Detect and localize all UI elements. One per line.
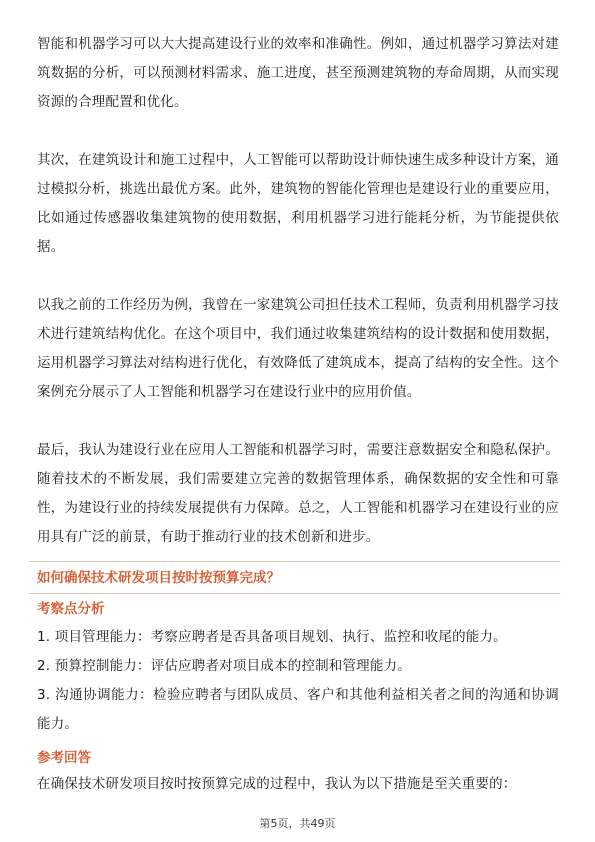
answer-heading: 参考回答 bbox=[37, 750, 91, 766]
answer-text: 在确保技术研发项目按时按预算完成的过程中，我认为以下措施是至关重要的： bbox=[37, 776, 517, 792]
analysis-item-3: 3. 沟通协调能力：检验应聘者与团队成员、客户和其他利益相关者之间的沟通和协调能力。 bbox=[37, 687, 559, 732]
analysis-heading: 考察点分析 bbox=[37, 601, 105, 617]
body-paragraph-2: 其次，在建筑设计和施工过程中，人工智能可以帮助设计师快速生成多种设计方案，通过模拟分析，挑选出最优方案。此外，建筑物的智能化管理也是建设行业的重要应用，比如通过传感器收集建筑物的使用数据，利用机器学习进行能耗分析，为节能提供依据。 bbox=[37, 152, 559, 255]
analysis-list bbox=[37, 623, 559, 739]
analysis-item-2: 2. 预算控制能力：评估应聘者对项目成本的控制和管理能力。 bbox=[37, 658, 411, 674]
analysis-item-1: 1. 项目管理能力：考察应聘者是否具备项目规划、执行、监控和收尾的能力。 bbox=[37, 629, 507, 645]
question-divider-top bbox=[29, 561, 560, 562]
body-paragraph-4: 最后，我认为建设行业在应用人工智能和机器学习时，需要注意数据安全和隐私保护。随着技术的不断发展，我们需要建立完善的数据管理体系，确保数据的安全性和可靠性，为建设行业的持续发展提供有力保障。总之，人工智能和机器学习在建设行业的应用具有广泛的前景，有助于推动行业的技术创新和进步。 bbox=[37, 442, 559, 545]
question-title: 如何确保技术研发项目按时按预算完成？ bbox=[37, 570, 280, 586]
page-number: 第5页，共49页 bbox=[259, 817, 336, 830]
body-paragraph-1: 智能和机器学习可以大大提高建设行业的效率和准确性。例如，通过机器学习算法对建筑数据的分析，可以预测材料需求、施工进度，甚至预测建筑物的寿命周期，从而实现资源的合理配置和优化。 bbox=[37, 36, 559, 110]
body-text bbox=[37, 30, 559, 552]
body-paragraph-3: 以我之前的工作经历为例，我曾在一家建筑公司担任技术工程师，负责利用机器学习技术进行建筑结构优化。在这个项目中，我们通过收集建筑结构的设计数据和使用数据，运用机器学习算法对结构进行优化，有效降低了建筑成本，提高了结构的安全性。这个案例充分展示了人工智能和机器学习在建设行业中的应用价值。 bbox=[37, 297, 559, 400]
question-divider-bottom bbox=[29, 593, 560, 594]
